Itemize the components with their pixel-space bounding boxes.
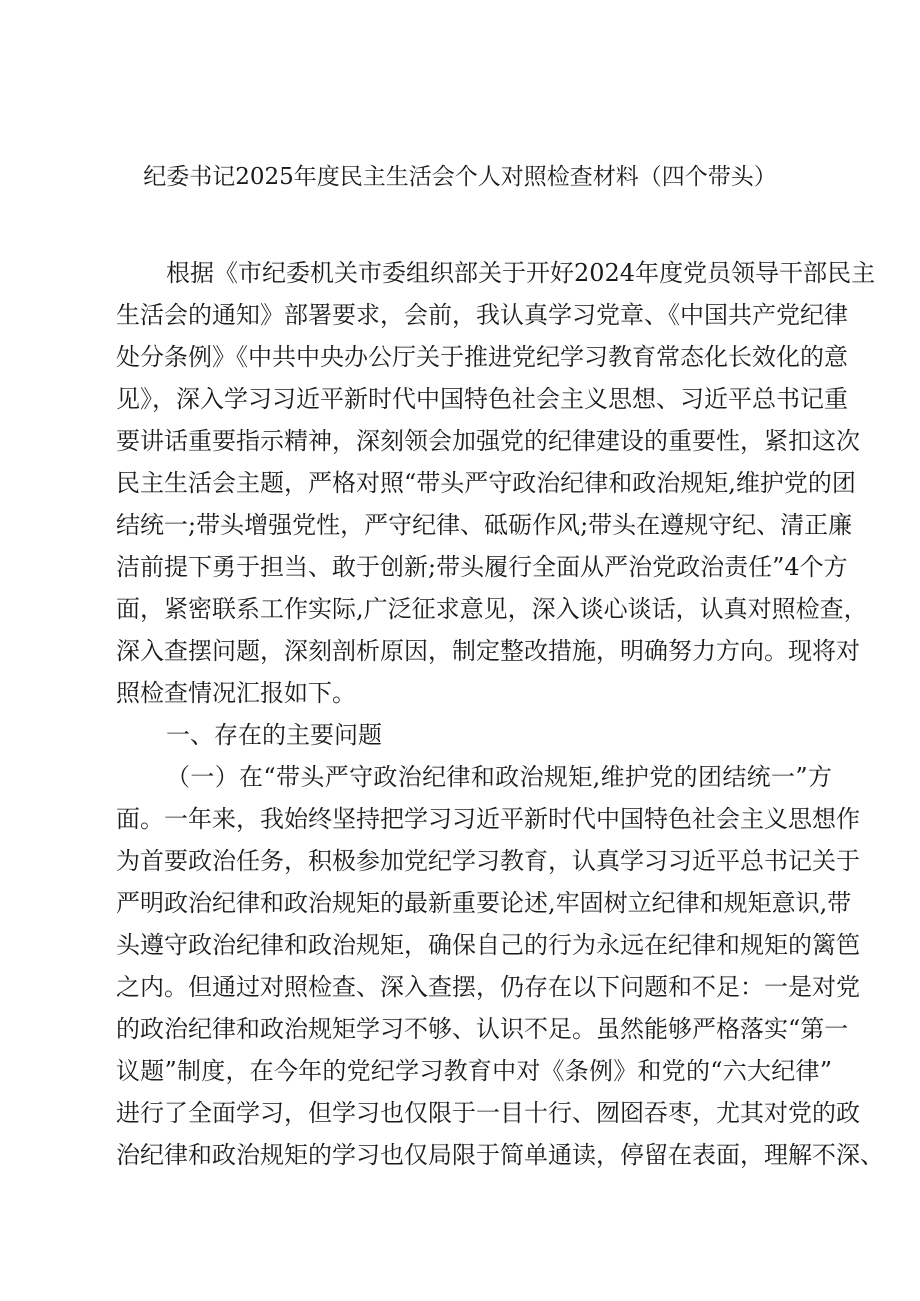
paragraph-2-line-4: 严明政治纪律和政治规矩的最新重要论述,牢固树立纪律和规矩意识,带 xyxy=(116,889,852,917)
paragraph-1-line-1: 根据《市纪委机关市委组织部关于开好2024年度党员领导干部民主 xyxy=(166,259,876,287)
paragraph-2-line-9: 进行了全面学习，但学习也仅限于一目十行、囫囵吞枣，尤其对党的政 xyxy=(116,1099,860,1127)
paragraph-2-line-6: 之内。但通过对照检查、深入查摆，仍存在以下问题和不足：一是对党 xyxy=(116,973,860,1001)
paragraph-1-line-3: 处分条例》《中共中央办公厅关于推进党纪学习教育常态化长效化的意 xyxy=(116,343,848,371)
paragraph-1-line-8: 洁前提下勇于担当、敢于创新;带头履行全面从严治党政治责任”4个方 xyxy=(116,553,848,581)
paragraph-2-line-2: 面。一年来，我始终坚持把学习习近平新时代中国特色社会主义思想作 xyxy=(116,805,860,833)
paragraph-2-line-7: 的政治纪律和政治规矩学习不够、认识不足。虽然能够严格落实“第一 xyxy=(116,1015,849,1043)
paragraph-1-line-2: 生活会的通知》部署要求，会前，我认真学习党章、《中国共产党纪律 xyxy=(116,301,848,329)
document-title: 纪委书记2025年度民主生活会个人对照检查材料（四个带头） xyxy=(143,164,777,190)
paragraph-2-line-5: 头遵守政治纪律和政治规矩，确保自己的行为永远在纪律和规矩的篱笆 xyxy=(116,931,860,959)
paragraph-2-line-8: 议题”制度，在今年的党纪学习教育中对《条例》和党的“六大纪律” xyxy=(116,1057,832,1085)
section-heading-1: 一、存在的主要问题 xyxy=(166,721,382,749)
paragraph-1-line-7: 结统一;带头增强党性，严守纪律、砥砺作风;带头在遵规守纪、清正廉 xyxy=(116,511,853,539)
paragraph-2-line-1: （一）在“带头严守政治纪律和政治规矩,维护党的团结统一”方 xyxy=(166,763,832,791)
paragraph-1-line-11: 照检查情况汇报如下。 xyxy=(116,679,356,707)
paragraph-1-line-4: 见》，深入学习习近平新时代中国特色社会主义思想、习近平总书记重 xyxy=(116,385,848,413)
paragraph-2-line-3: 为首要政治任务，积极参加党纪学习教育，认真学习习近平总书记关于 xyxy=(116,847,860,875)
paragraph-1-line-9: 面，紧密联系工作实际,广泛征求意见，深入谈心谈话，认真对照检查， xyxy=(116,595,868,623)
paragraph-1-line-10: 深入查摆问题，深刻剖析原因，制定整改措施，明确努力方向。现将对 xyxy=(116,637,860,665)
paragraph-1-line-5: 要讲话重要指示精神，深刻领会加强党的纪律建设的重要性，紧扣这次 xyxy=(116,427,860,455)
paragraph-2-line-10: 治纪律和政治规矩的学习也仅局限于简单通读，停留在表面，理解不深、 xyxy=(116,1141,884,1169)
paragraph-1-line-6: 民主生活会主题，严格对照“带头严守政治纪律和政治规矩,维护党的团 xyxy=(116,469,856,497)
